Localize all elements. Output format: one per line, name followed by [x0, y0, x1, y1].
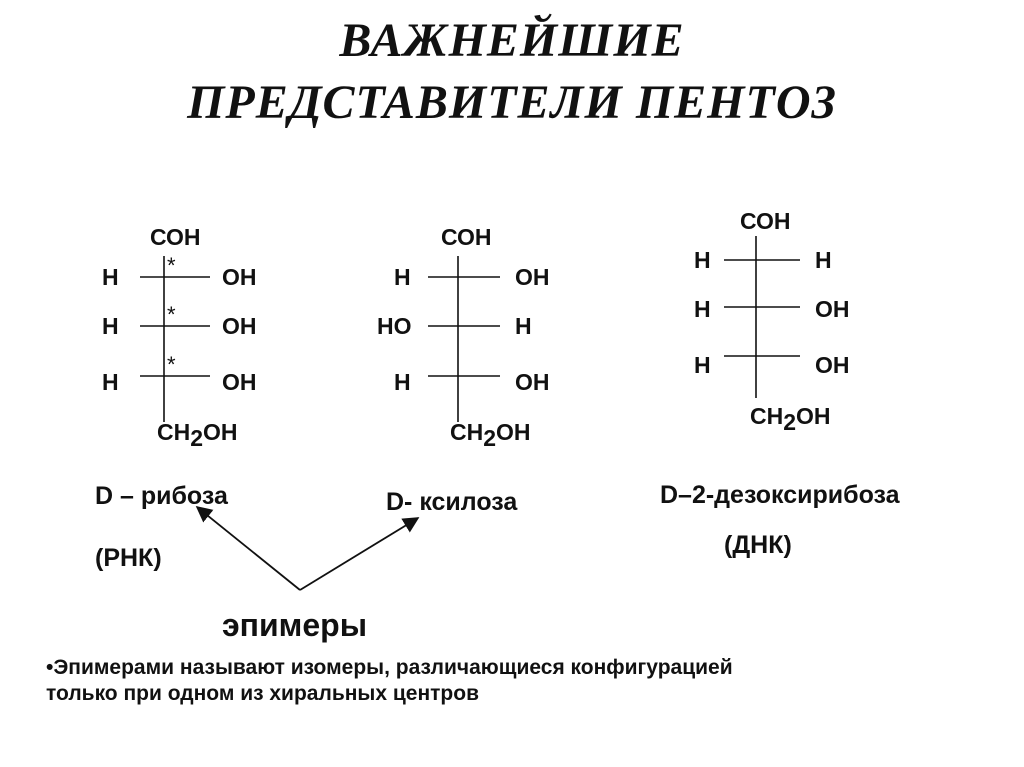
title-line-1: ВАЖНЕЙШИЕ [339, 14, 685, 67]
ribose-c3-left: H [102, 313, 119, 339]
bullet: • [46, 656, 54, 679]
ribose-chiral-mark-2: * [167, 302, 176, 327]
ribose-c4-right: OH [222, 369, 257, 395]
xylose-c3-right: H [515, 313, 532, 339]
xylose-name: D- ксилоза [386, 488, 518, 516]
epimer-definition-note [46, 655, 986, 707]
ribose-aldehyde-group: СОН [150, 224, 201, 250]
deoxyribose-c3-right: OH [815, 296, 850, 322]
ribose-c3-right: OH [222, 313, 257, 339]
deoxyribose-c2-left: H [694, 247, 711, 273]
deoxyribose-ch2oh-group: CH2OH [750, 403, 831, 435]
xylose-c4-right: OH [515, 369, 550, 395]
epimer-arrow-to-ribose [197, 507, 300, 590]
note-line-2: только при одном из хиральных центров [46, 682, 479, 705]
ribose-chiral-mark-1: * [167, 253, 176, 278]
deoxyribose-structure [660, 208, 901, 559]
deoxyribose-name: D–2-дезоксирибоза [660, 481, 900, 509]
xylose-ch2oh-group: CH2OH [450, 419, 531, 451]
xylose-structure [377, 224, 550, 516]
deoxyribose-nucleic-acid: (ДНК) [724, 531, 792, 559]
deoxyribose-aldehyde-group: СОН [740, 208, 791, 234]
ribose-c2-left: H [102, 264, 119, 290]
deoxyribose-c2-right: H [815, 247, 832, 273]
ribose-c4-left: H [102, 369, 119, 395]
epimers-label: эпимеры [222, 607, 368, 643]
xylose-c3-left: HO [377, 313, 412, 339]
deoxyribose-c4-right: OH [815, 352, 850, 378]
note-line-1: •Эпимерами называют изомеры, различающиеся конфигурацией [46, 656, 733, 679]
ribose-structure [95, 224, 257, 572]
xylose-c2-left: H [394, 264, 411, 290]
title-line-2: ПРЕДСТАВИТЕЛИ ПЕНТОЗ [187, 76, 837, 129]
xylose-c2-right: OH [515, 264, 550, 290]
deoxyribose-c3-left: H [694, 296, 711, 322]
epimer-relation [197, 507, 418, 643]
xylose-aldehyde-group: СОН [441, 224, 492, 250]
ribose-nucleic-acid: (РНК) [95, 544, 162, 572]
deoxyribose-c4-left: H [694, 352, 711, 378]
ribose-chiral-mark-3: * [167, 352, 176, 377]
xylose-c4-left: H [394, 369, 411, 395]
ribose-c2-right: OH [222, 264, 257, 290]
ribose-ch2oh-group: CH2OH [157, 419, 238, 451]
epimer-arrow-to-xylose [300, 518, 418, 590]
ribose-name: D – рибоза [95, 482, 228, 510]
